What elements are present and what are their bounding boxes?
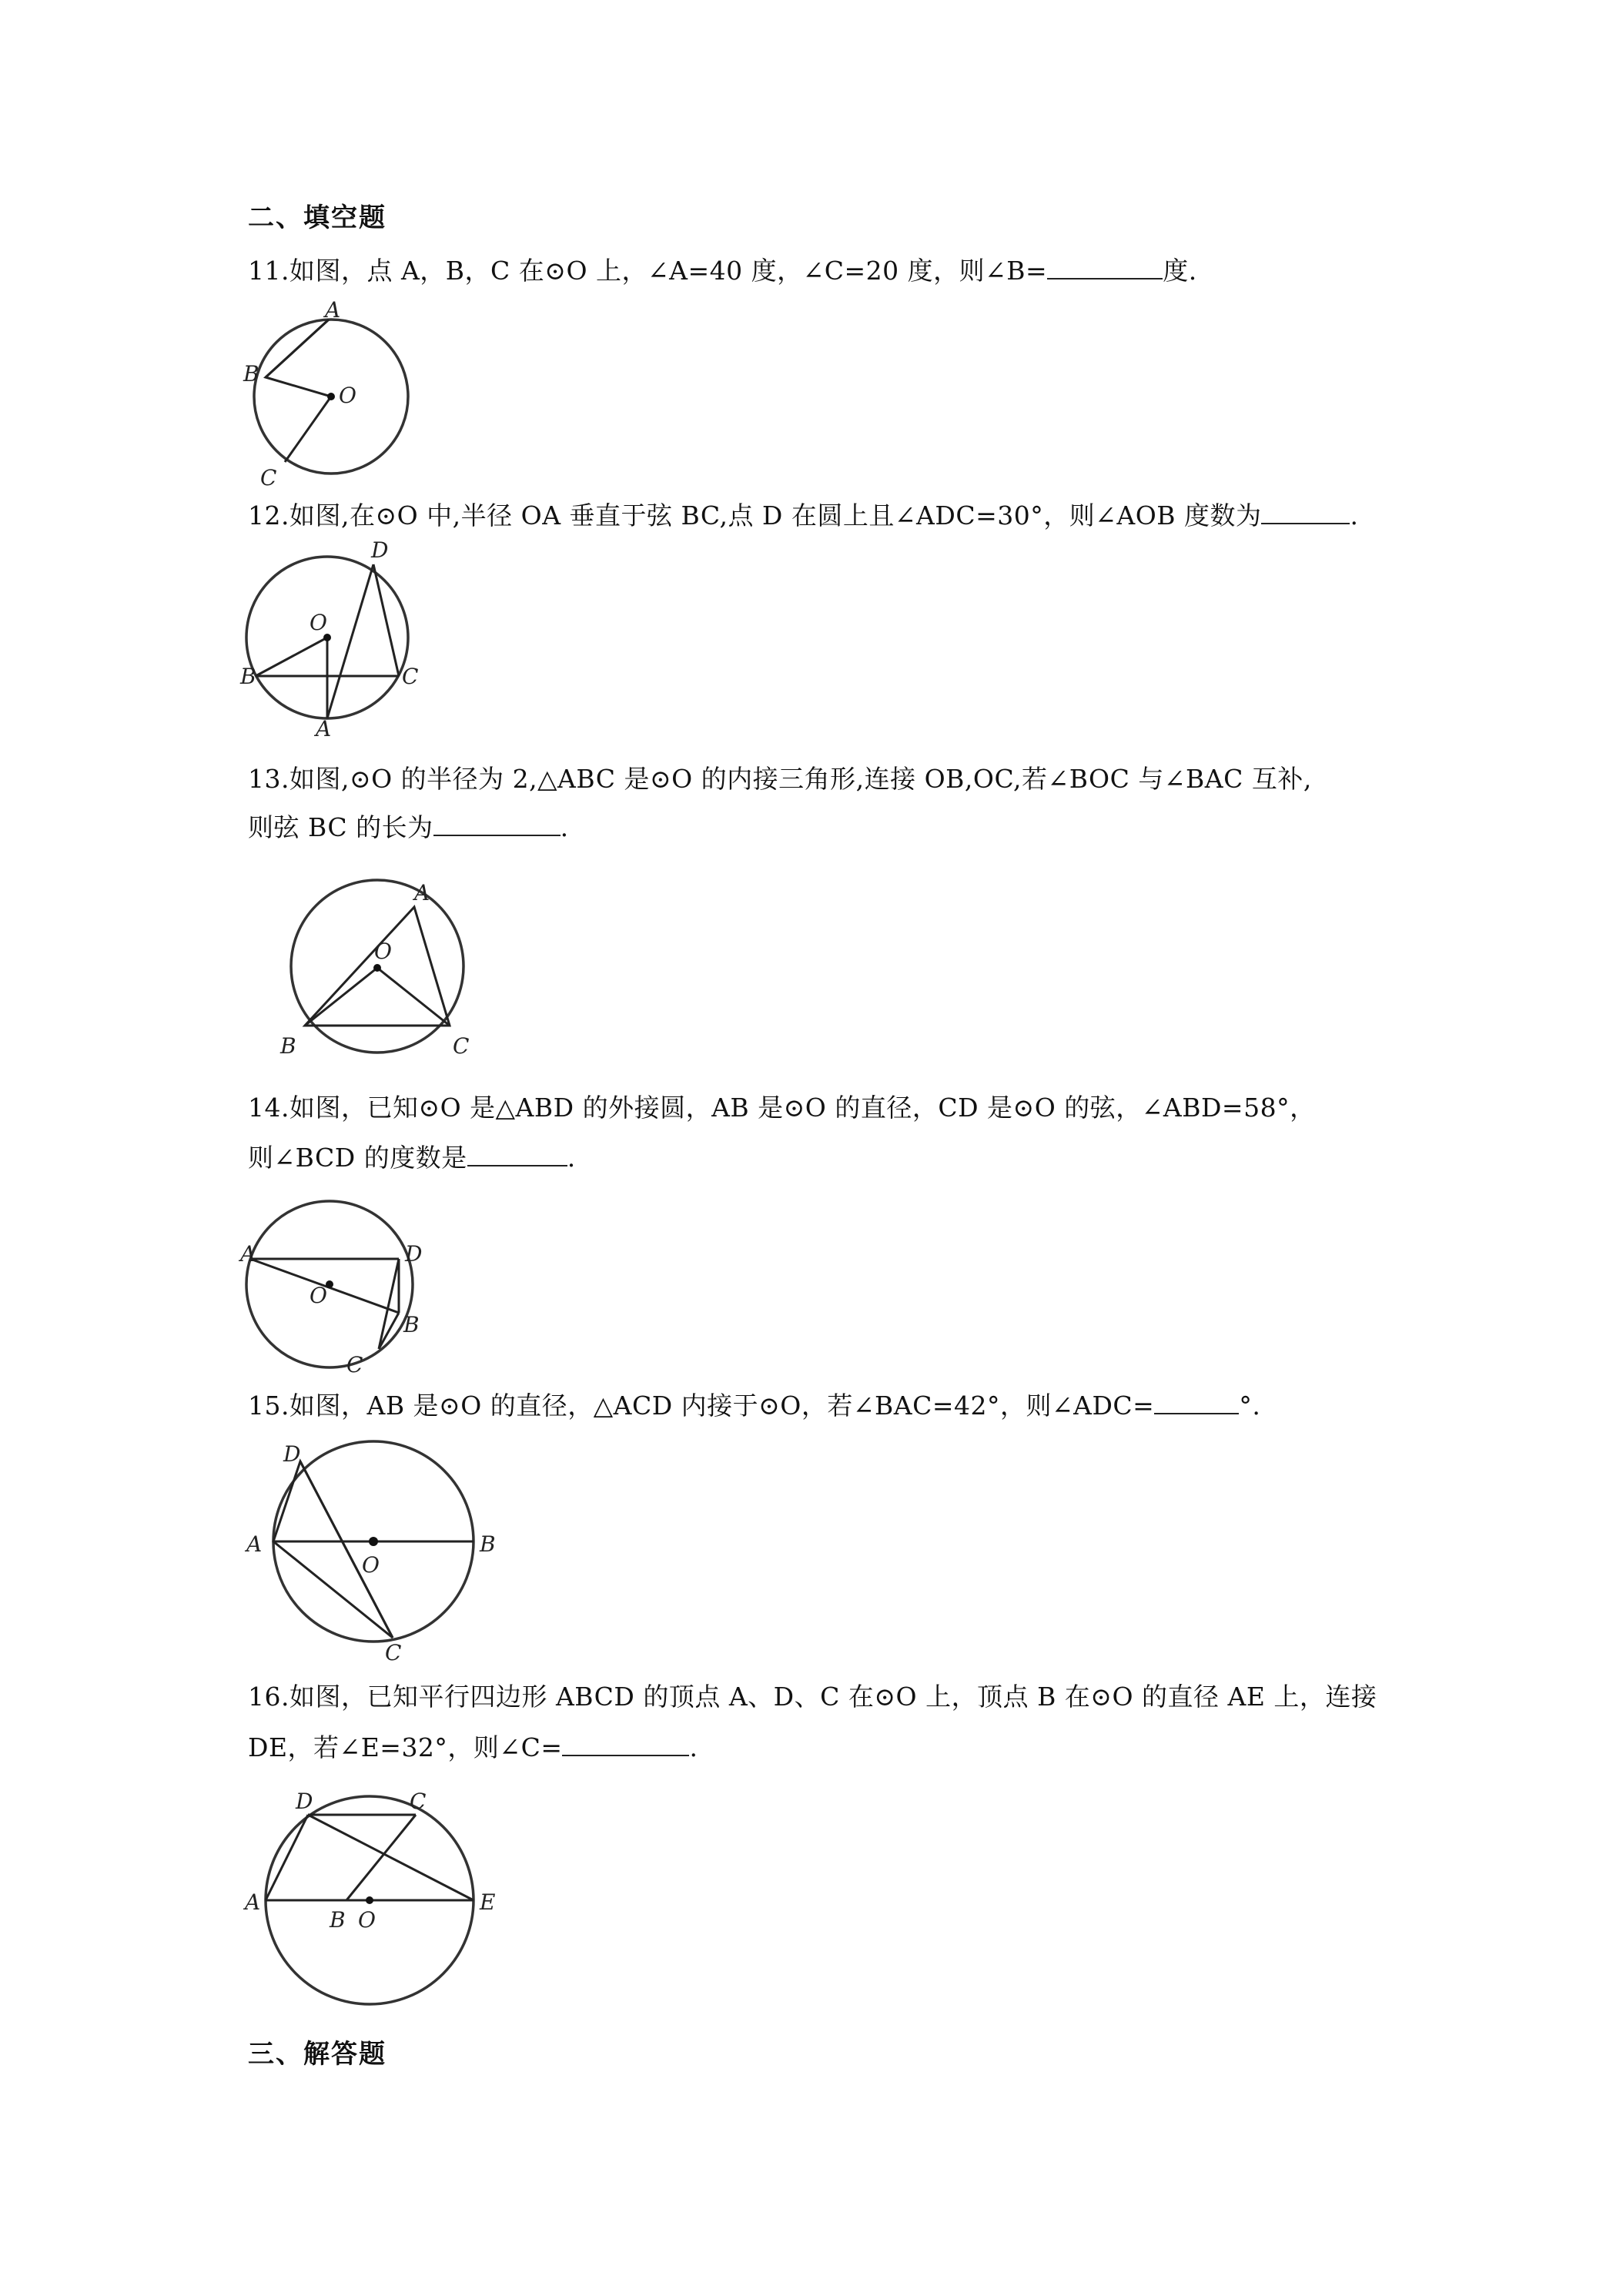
question-14-text: [248, 1091, 1316, 1125]
question-text: 如图，AB 是⊙O 的直径，△ACD 内接于⊙O，若∠BAC=42°，则∠ADC=: [289, 1391, 1155, 1421]
question-16-text-line2: [248, 1731, 698, 1765]
question-13-text: [248, 762, 1312, 796]
center-point: [366, 1896, 373, 1904]
figure-lines: [266, 320, 331, 462]
label-c: C: [346, 1352, 363, 1377]
center-point: [373, 964, 381, 972]
question-text: 如图，已知平行四边形 ABCD 的顶点 A、D、C 在⊙O 上，顶点 B 在⊙O 的直径 AE 上，连接: [289, 1682, 1377, 1712]
answer-blank[interactable]: [467, 1142, 567, 1166]
label-a: A: [414, 880, 430, 905]
question-14-text-line2: [248, 1141, 576, 1175]
question-text: .: [1350, 500, 1359, 530]
label-c: C: [402, 664, 419, 689]
figure-q15: [239, 1432, 508, 1663]
center-point: [327, 393, 335, 400]
question-15-text: [248, 1389, 1260, 1423]
question-number: 14.: [248, 1093, 289, 1123]
question-16-text: [248, 1680, 1377, 1714]
question-text: 度.: [1163, 256, 1197, 286]
section-heading-answer-questions: 三、解答题: [248, 2039, 387, 2070]
label-b: B: [330, 1907, 346, 1933]
label-o: O: [358, 1907, 376, 1933]
label-c: C: [260, 465, 277, 490]
question-text: 则弦 BC 的长为: [248, 812, 433, 842]
label-a: A: [325, 297, 341, 323]
question-text: .: [560, 812, 569, 842]
label-a: A: [245, 1889, 261, 1915]
label-a: A: [240, 1241, 256, 1267]
label-b: B: [403, 1312, 420, 1337]
label-e: E: [480, 1889, 496, 1915]
question-number: 15.: [248, 1391, 289, 1421]
label-c: C: [385, 1640, 402, 1665]
question-text: .: [689, 1732, 698, 1762]
question-number: 11.: [248, 256, 289, 286]
answer-blank[interactable]: [1047, 255, 1163, 279]
question-text: DE，若∠E=32°，则∠C=: [248, 1732, 563, 1762]
answer-blank[interactable]: [562, 1732, 689, 1756]
question-13-text-line2: [248, 811, 569, 845]
label-b: B: [240, 664, 256, 689]
chord-dc: [300, 1461, 393, 1638]
question-text: 则∠BCD 的度数是: [248, 1143, 467, 1173]
figure-q14: [239, 1193, 439, 1378]
section-heading-fill-in-blank: 二、填空题: [248, 202, 387, 233]
segment-ob: [305, 968, 377, 1026]
question-11-text: [248, 254, 1197, 288]
question-text: 如图，已知⊙O 是△ABD 的外接圆，AB 是⊙O 的直径，CD 是⊙O 的弦，∠ABD=58°，: [289, 1093, 1316, 1123]
center-point: [369, 1537, 378, 1546]
label-a: A: [316, 716, 332, 741]
figure-q16: [239, 1790, 508, 2013]
question-text: 如图,⊙O 的半径为 2,△ABC 是⊙O 的内接三角形,连接 OB,OC,若∠BOC 与∠BAC 互补,: [289, 764, 1312, 794]
label-c: C: [410, 1789, 427, 1814]
label-c: C: [453, 1033, 470, 1059]
chord-ad: [327, 564, 373, 718]
question-12-text: [248, 499, 1358, 533]
label-b: B: [280, 1033, 296, 1059]
question-number: 16.: [248, 1682, 289, 1712]
label-o: O: [310, 610, 327, 635]
answer-blank[interactable]: [433, 812, 561, 836]
side-bc: [346, 1815, 416, 1900]
label-o: O: [310, 1283, 327, 1308]
label-o: O: [339, 383, 356, 408]
label-d: D: [405, 1241, 423, 1267]
question-text: 如图，点 A，B，C 在⊙O 上，∠A=40 度，∠C=20 度，则∠B=: [289, 256, 1048, 286]
segment-oc: [377, 968, 450, 1026]
label-o: O: [362, 1552, 380, 1578]
figure-q13: [277, 874, 508, 1059]
figure-q12: [239, 537, 431, 741]
label-b: B: [480, 1531, 496, 1557]
label-d: D: [283, 1441, 301, 1467]
label-o: O: [374, 939, 392, 964]
label-a: A: [246, 1531, 263, 1557]
label-d: D: [296, 1789, 313, 1814]
question-text: 如图,在⊙O 中,半径 OA 垂直于弦 BC,点 D 在圆上且∠ADC=30°，则∠AOB 度数为: [289, 500, 1262, 530]
radius-ob: [256, 638, 327, 676]
segment-de: [308, 1815, 474, 1900]
figure-q11: [239, 297, 423, 490]
side-ad: [266, 1815, 308, 1900]
question-number: 12.: [248, 500, 289, 530]
question-number: 13.: [248, 764, 289, 794]
label-b: B: [243, 361, 259, 387]
label-d: D: [371, 537, 389, 563]
triangle-acd: [273, 1461, 393, 1638]
question-text: .: [567, 1143, 576, 1173]
answer-blank[interactable]: [1154, 1390, 1239, 1414]
question-text: °.: [1239, 1391, 1261, 1421]
answer-blank[interactable]: [1261, 500, 1350, 524]
